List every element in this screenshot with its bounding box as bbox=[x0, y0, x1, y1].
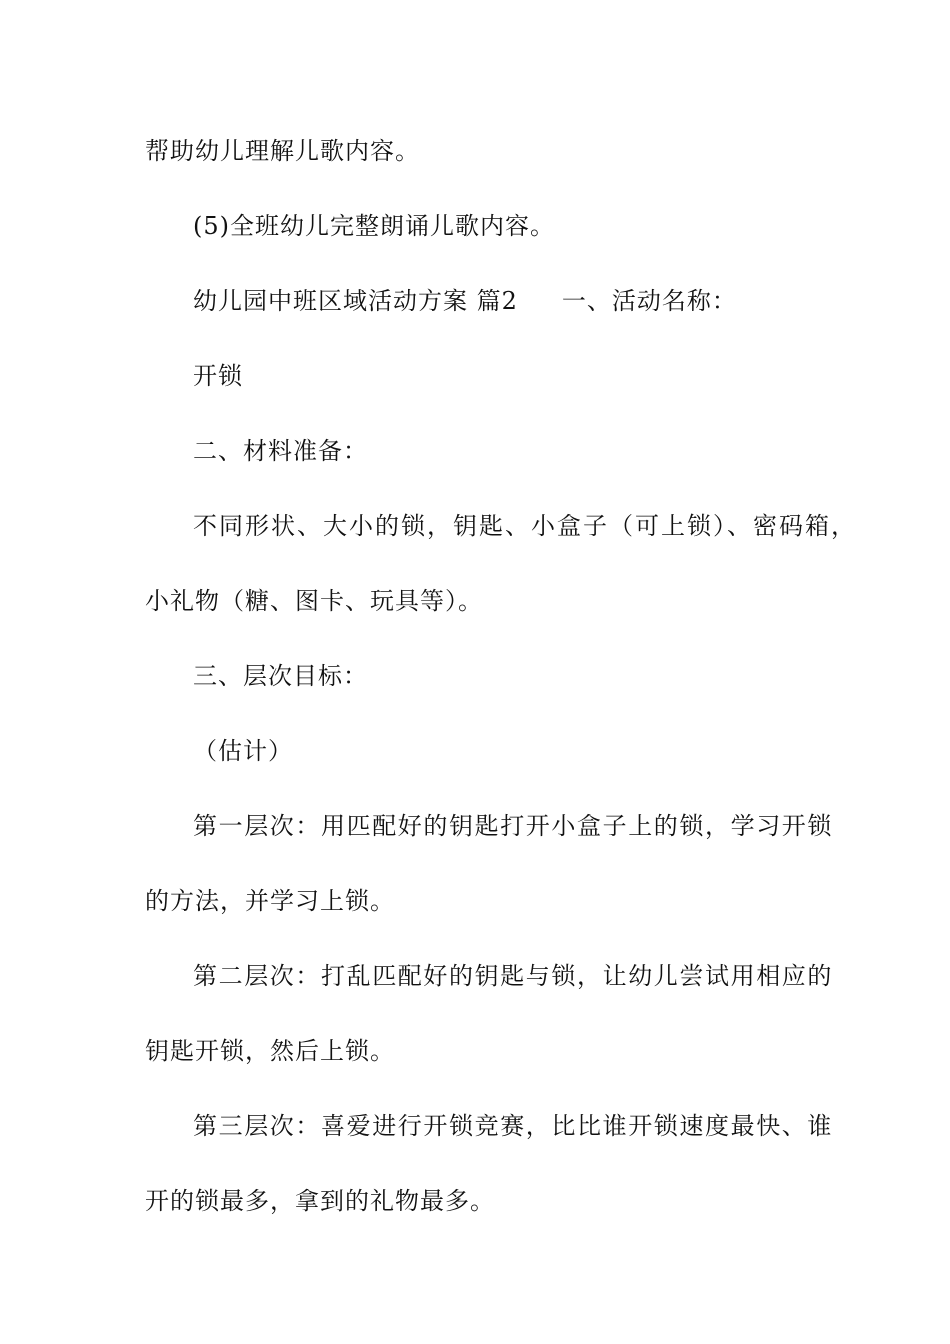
text-line: 开的锁最多，拿到的礼物最多。 bbox=[145, 1187, 495, 1215]
text-line: 不同形状、大小的锁，钥匙、小盒子（可上锁）、密码箱， bbox=[193, 512, 857, 540]
text-line: (5)全班幼儿完整朗诵儿歌内容。 bbox=[193, 212, 555, 240]
section-heading: 一、活动名称： bbox=[561, 287, 737, 315]
section-heading-line bbox=[193, 286, 737, 316]
text-line: 帮助幼儿理解儿歌内容。 bbox=[145, 137, 420, 165]
text-line: 第一层次：用匹配好的钥匙打开小盒子上的锁，学习开锁 bbox=[193, 812, 833, 840]
text-line: 钥匙开锁，然后上锁。 bbox=[145, 1037, 395, 1065]
section-heading: 三、层次目标： bbox=[193, 662, 368, 690]
text-line: 小礼物（糖、图卡、玩具等）。 bbox=[145, 587, 483, 615]
text-line: 开锁 bbox=[193, 362, 243, 390]
plan-title: 幼儿园中班区域活动方案 篇2 bbox=[193, 287, 518, 315]
text-line: 第二层次：打乱匹配好的钥匙与锁，让幼儿尝试用相应的 bbox=[193, 962, 833, 990]
text-line: 第三层次：喜爱进行开锁竞赛，比比谁开锁速度最快、谁 bbox=[193, 1112, 833, 1140]
section-heading: 二、材料准备： bbox=[193, 437, 368, 465]
text-line: （估计） bbox=[193, 737, 293, 765]
text-line: 的方法，并学习上锁。 bbox=[145, 887, 395, 915]
